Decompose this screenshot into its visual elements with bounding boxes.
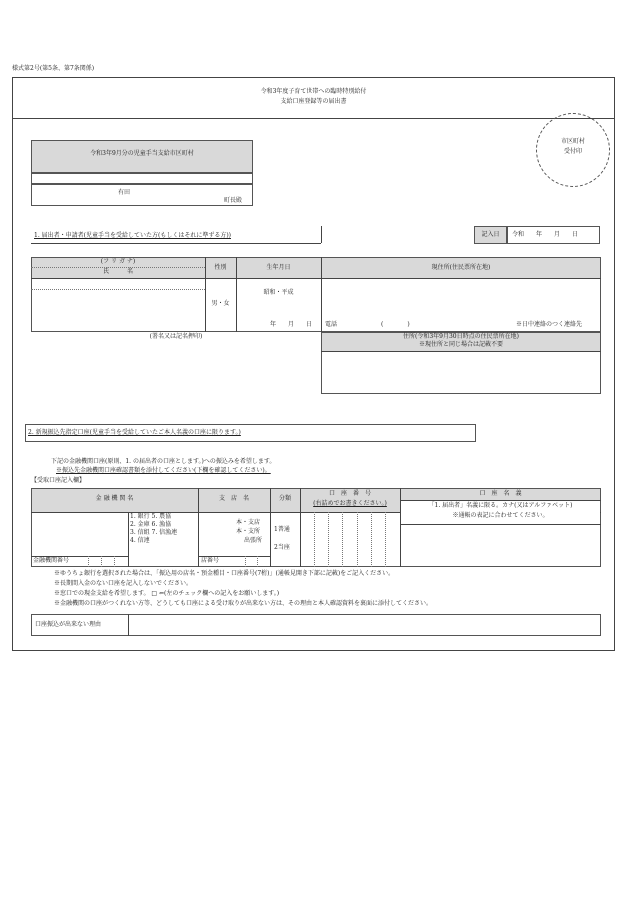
section2-line2: ※振込先金融機関口座確認書類を添付してください(下欄を確認してください)。 [56,467,271,474]
note-3-cash-request[interactable]: ※窓口での現金支給を希望します。 □ ⇐(左のチェック欄への記入をお願いします。) [54,590,280,597]
branch-type-2[interactable]: 本・支所 [236,528,261,535]
branch-type-3[interactable]: 出張所 [244,537,263,544]
addressee-suffix: 町長殿 [224,197,243,204]
note-4: ※金融機関の口座がつくれない方等、どうしても口座による受け取りが出来ない方は、その理由と本人確認資料を裏面に添付してください。 [54,600,433,607]
section1-bracket [321,226,322,243]
branch-header: 支 店 名 [218,495,249,502]
addressee-blank-row[interactable] [31,173,253,184]
section2-line1: 下記の金融機関口座(原則、1. の届出者の口座とします。)への振込みを希望します。 [51,458,276,465]
title-divider [12,118,615,119]
branch-code-input[interactable] [232,557,269,566]
residence-input[interactable] [322,352,600,393]
furigana-header: (フ リ ガ ナ) [100,258,136,265]
stamp-label-2: 受付印 [563,148,582,155]
account-holder-input[interactable] [401,525,600,566]
addressee-city-box[interactable] [31,184,253,206]
holder-note2: ※通帳の表記に合わせてください。 [452,512,549,519]
bank-type-4[interactable]: 4. 信連 [130,537,150,544]
reason-input[interactable] [129,615,600,635]
bank-type-2[interactable]: 2. 金庫 6. 漁協 [130,521,172,528]
section1-title: 1. 届出者・申請者(児童手当を受給していた方(もしくはそれに準ずる方)) [34,232,231,239]
name-input[interactable] [32,290,204,331]
account-type-1[interactable]: 1普通 [274,526,290,533]
holder-note1: 「1. 届出者」名義に限る。カナ(又はアルファベット) [428,502,573,509]
account-section-label: 【受取口座記入欄】 [31,477,86,484]
phone-note: ※日中連絡のつく連絡先 [516,321,583,328]
note-2: ※長期間入金のない口座を記入しないでください。 [54,580,193,587]
account-header: 口 座 番 号 [328,490,371,497]
bank-code-label: 金融機関番号 [33,557,70,564]
birth-era[interactable]: 昭和・平成 [263,289,294,296]
gender-options[interactable]: 男・女 [211,300,230,307]
entry-date-label: 記入日 [481,231,500,238]
bank-type-1[interactable]: 1. 銀行 5. 農協 [130,513,172,520]
residence-title: 住所(令和3年9月30日時点の住民票所在地) [403,333,519,340]
bank-code-input[interactable] [75,557,127,566]
bank-name-input[interactable] [32,513,127,555]
form-title-line2: 支給口座登録等の届出書 [280,98,347,105]
birth-header: 生年月日 [266,264,291,271]
furigana-input[interactable] [32,279,204,289]
seal-note: (署名又は記名押印) [149,333,203,340]
branch-code-label: 店番号 [201,557,220,564]
entry-date-value: 令和 年 月 日 [512,231,579,238]
bank-type-divider [128,512,129,567]
section1-underline [31,243,321,244]
addressee-header: 令和3年9月分の児童手当支給市区町村 [90,150,194,157]
phone-input[interactable]: ( ) [381,321,410,328]
account-number-input[interactable] [301,513,399,566]
type-header: 分類 [278,495,291,502]
reason-label: 口座振込が出来ない理由 [35,621,102,628]
form-title-line1: 令和3年度子育て世帯への臨時特別給付 [260,88,367,95]
residence-note: ※現住所と同じ場合は記載不要 [418,341,503,348]
address-input[interactable] [322,279,600,319]
branch-type-1[interactable]: 本・支店 [236,519,261,526]
account-sub: (右詰めでお書きください。) [313,500,387,507]
branch-name-input[interactable] [199,513,234,555]
note-1: ※ゆうちょ銀行を選択された場合は、「振込用の店名・預金種目・口座番号(7桁)」(通帳見開き下部に記載)をご記入ください。 [54,570,395,577]
addressee-city: 有田 [118,189,131,196]
form-number: 様式第2号(第5条、第7条関係) [12,65,95,72]
address-header: 現住所(住民票所在地) [431,264,491,271]
gender-header: 性別 [214,264,227,271]
phone-label: 電話 [325,321,338,328]
stamp-label-1: 市区町村 [560,138,585,145]
account-type-2[interactable]: 2当座 [274,544,290,551]
bank-type-3[interactable]: 3. 信組 7. 信漁連 [130,529,178,536]
section2-title: 2. 新規振込先指定口座(児童手当を受給していたご本人名義の口座に限ります。) [28,429,241,436]
holder-header: 口 座 名 義 [479,490,522,497]
bank-header: 金 融 機 関 名 [95,495,134,502]
birth-ymd[interactable]: 年 月 日 [270,321,313,328]
name-header: 氏 名 [102,268,133,275]
